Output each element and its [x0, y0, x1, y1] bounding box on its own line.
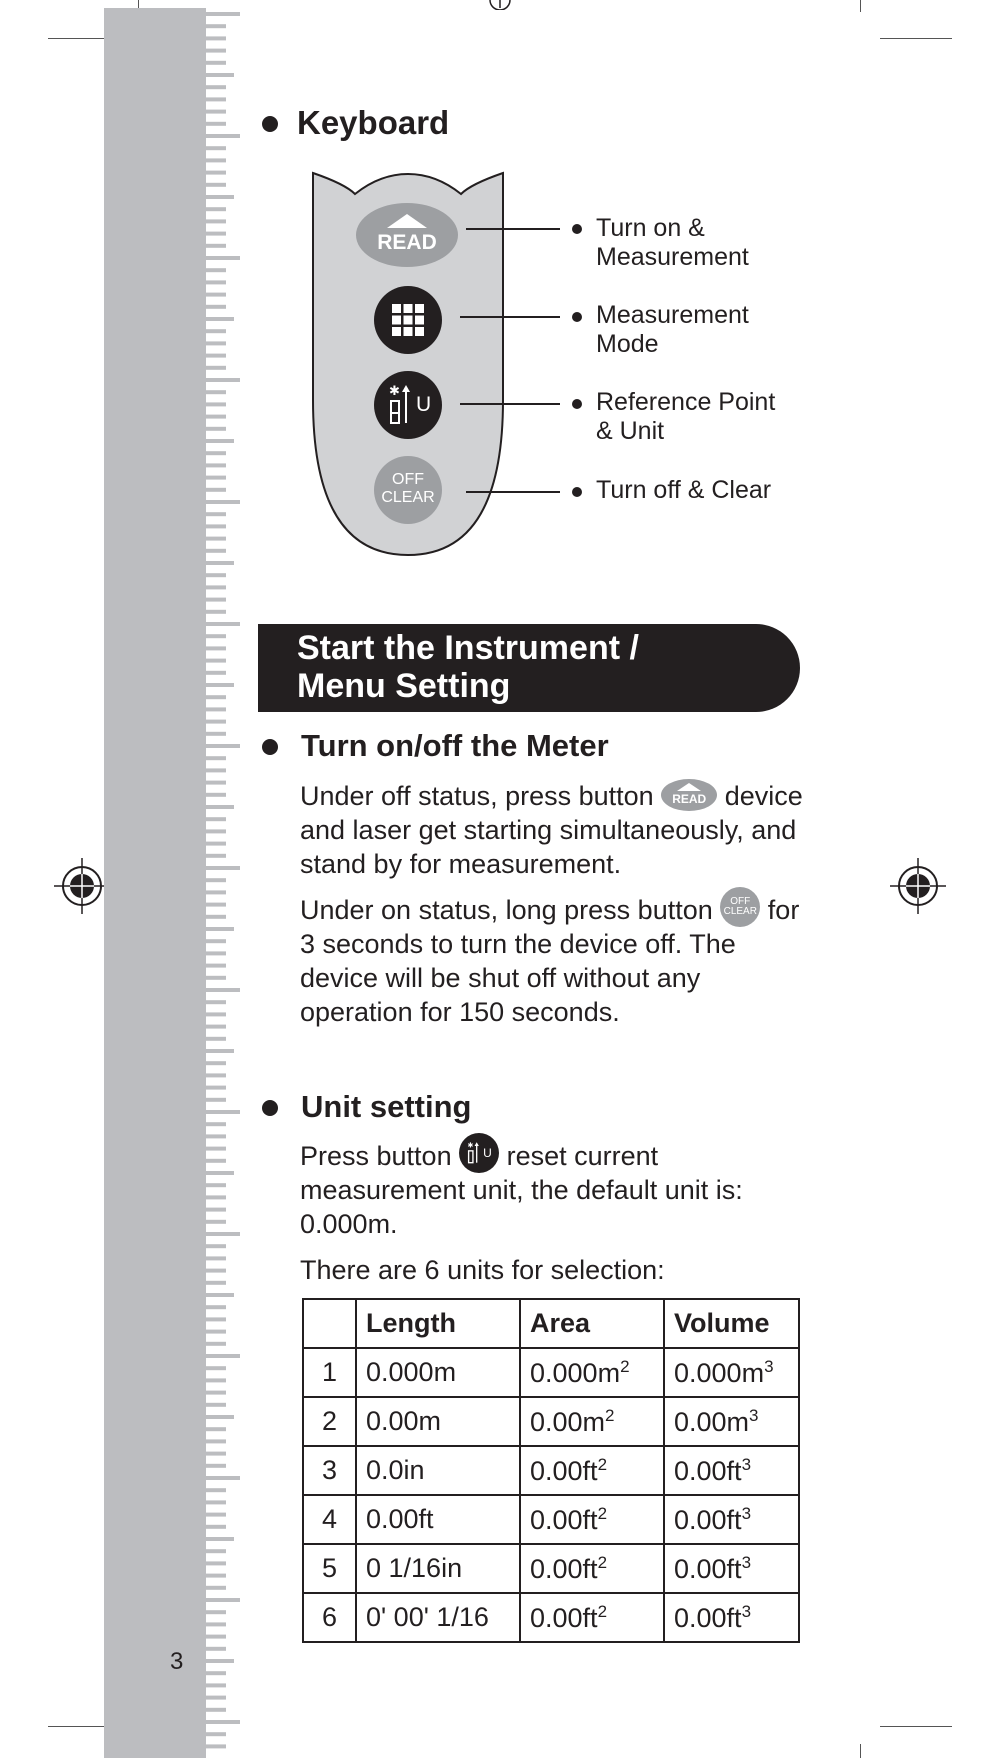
ruler-tick [206, 1305, 226, 1309]
cell-exponent: 3 [741, 1454, 752, 1474]
key-label-line: Reference Point [596, 388, 776, 416]
ruler-tick [206, 1330, 226, 1334]
read-button-inline-label: READ [672, 791, 707, 806]
cell-value: 0.00m [530, 1406, 606, 1437]
ruler-tick [206, 1500, 226, 1504]
ruler-tick [206, 744, 240, 748]
cell-value: 1 [321, 1357, 338, 1387]
paragraph-text: for 3 seconds to turn the device off. The device will be shut off without any operation for 150 seconds. [300, 895, 800, 1027]
grid-icon [392, 304, 424, 336]
ruler-tick [206, 329, 226, 333]
ruler-tick [206, 476, 226, 480]
registration-mark-icon [488, 0, 512, 10]
ruler-tick [206, 463, 226, 467]
leader-line [466, 491, 560, 493]
off-clear-label-line1: OFF [392, 471, 424, 488]
ruler-tick [206, 207, 226, 211]
ruler-tick [206, 1317, 226, 1321]
unit-setting-body [300, 1139, 820, 1299]
ruler-tick [206, 1708, 226, 1712]
read-key-label: READ [377, 231, 437, 254]
paragraph-text: device and laser get starting simultaneously, and stand by for measurement. [300, 781, 803, 879]
ruler-tick [206, 24, 226, 28]
ruler-tick [206, 1061, 226, 1065]
key-label-line: Turn off & Clear [596, 476, 772, 504]
off-clear-button-inline [720, 887, 760, 927]
ruler-tick [206, 1696, 226, 1700]
mode-key[interactable] [374, 286, 442, 354]
ruler-tick [206, 158, 226, 162]
ruler-tick [206, 280, 226, 284]
crop-mark [860, 0, 861, 12]
key-label-off-clear [596, 476, 771, 505]
table-header-cell: Length [356, 1299, 520, 1348]
cell-value: 0.00m [674, 1406, 750, 1437]
cell-exponent: 2 [597, 1454, 608, 1474]
unit-setting-title: Unit setting [301, 1089, 472, 1124]
ruler-tick [206, 195, 234, 199]
ruler-tick [206, 293, 226, 297]
ruler-tick [206, 793, 226, 797]
cell-exponent: 3 [764, 1356, 774, 1376]
ruler-tick [206, 927, 234, 931]
ruler-tick [206, 1354, 240, 1358]
ruler-tick [206, 1110, 240, 1114]
cell-value: 6 [321, 1602, 338, 1632]
reference-unit-button-inline [459, 1133, 499, 1173]
ruler-tick [206, 488, 226, 492]
table-cell [664, 1397, 799, 1446]
paragraph-text: Under off status, press button [300, 781, 654, 811]
table-header-cell [303, 1299, 356, 1348]
ruler-tick [206, 988, 240, 992]
ruler-tick [206, 1366, 226, 1370]
table-cell [520, 1495, 664, 1544]
cell-exponent: 2 [597, 1552, 608, 1572]
ruler-tick [206, 1683, 226, 1687]
cell-exponent: 2 [620, 1356, 630, 1376]
cell-value: 4 [321, 1504, 338, 1534]
read-button-inline [661, 779, 717, 811]
ruler-tick [206, 1732, 226, 1736]
read-key[interactable] [356, 203, 458, 267]
registration-mark-icon [54, 858, 110, 914]
ruler-tick [206, 842, 226, 846]
ruler-tick [206, 183, 226, 187]
cell-exponent: 3 [749, 1405, 759, 1425]
paragraph-text: reset current measurement unit, the default unit is: 0.000m. [300, 1141, 743, 1239]
key-label-line: Measurement [596, 301, 749, 329]
cell-value: 5 [321, 1553, 338, 1583]
table-cell [520, 1397, 664, 1446]
ruler-tick [206, 1232, 240, 1236]
key-label-reference [596, 388, 775, 446]
ruler-tick [206, 732, 226, 736]
turn-on-off-body [300, 779, 820, 1041]
table-cell [356, 1593, 520, 1642]
label-dot [572, 399, 582, 409]
cell-value: 0.000m [530, 1357, 621, 1388]
unit-glyph: U [416, 393, 432, 416]
table-cell [303, 1544, 356, 1593]
ruler-tick [206, 1159, 226, 1163]
ruler-tick [206, 1452, 226, 1456]
cell-value: 0.00ft [530, 1504, 598, 1535]
ruler-tick [206, 1598, 240, 1602]
cell-exponent: 2 [597, 1503, 608, 1523]
section-bullet [262, 116, 278, 132]
ruler-tick [206, 939, 226, 943]
ruler-body [104, 8, 206, 1758]
ruler-tick [206, 415, 226, 419]
ruler-tick [206, 1403, 226, 1407]
ruler-tick [206, 1513, 226, 1517]
banner-title-line: Menu Setting [297, 667, 511, 705]
ruler-tick [206, 622, 240, 626]
paragraph: There are 6 units for selection: [300, 1255, 665, 1285]
ruler-strip [104, 8, 244, 1758]
ruler-tick [206, 1220, 226, 1224]
ruler-tick [206, 915, 226, 919]
table-row [303, 1593, 799, 1642]
table-cell [356, 1348, 520, 1397]
cell-value: 0.00ft [530, 1455, 598, 1486]
ruler-tick [206, 890, 226, 894]
cell-value: 3 [321, 1455, 338, 1485]
ruler-tick [206, 1586, 226, 1590]
ruler-tick [206, 720, 226, 724]
ruler-tick [206, 1049, 234, 1053]
ruler-tick [206, 866, 240, 870]
ruler-tick [206, 610, 226, 614]
laser-reference-icon [467, 1141, 481, 1165]
unit-glyph: U [483, 1145, 492, 1160]
table-cell [303, 1397, 356, 1446]
cell-value: 0.000m [674, 1357, 765, 1388]
ruler-tick [206, 1183, 226, 1187]
ruler-tick [206, 1622, 226, 1626]
ruler-tick [206, 85, 226, 89]
ruler-tick [206, 1635, 226, 1639]
paragraph [300, 893, 820, 1029]
table-cell [303, 1348, 356, 1397]
cell-value: 2 [321, 1406, 338, 1436]
table-cell [664, 1348, 799, 1397]
reference-unit-key[interactable] [374, 371, 442, 439]
table-cell [520, 1544, 664, 1593]
ruler-tick [206, 1147, 226, 1151]
ruler-tick [206, 768, 226, 772]
ruler-tick [206, 1000, 226, 1004]
label-dot [572, 224, 582, 234]
ruler-tick [206, 659, 226, 663]
ruler-tick [206, 805, 234, 809]
ruler-tick [206, 1720, 240, 1724]
label-dot [572, 487, 582, 497]
ruler-tick [206, 695, 226, 699]
ruler-tick [206, 1134, 226, 1138]
table-cell [303, 1495, 356, 1544]
ruler-tick [206, 683, 234, 687]
table-row [303, 1348, 799, 1397]
ruler-tick [206, 427, 226, 431]
ruler-tick [206, 707, 226, 711]
ruler-tick [206, 1122, 226, 1126]
turn-on-off-title: Turn on/off the Meter [301, 728, 609, 763]
keyboard-title: Keyboard [297, 104, 450, 141]
ruler-tick [206, 573, 226, 577]
banner-title-line: Start the Instrument / [297, 629, 639, 667]
key-label-mode [596, 301, 749, 359]
ruler-tick [206, 646, 226, 650]
cell-exponent: 3 [741, 1503, 752, 1523]
ruler-tick [206, 110, 226, 114]
ruler-tick [206, 1025, 226, 1029]
cell-value: 0.00ft [366, 1504, 434, 1534]
ruler-tick [206, 1610, 226, 1614]
arrow-up-icon [677, 783, 701, 791]
ruler-tick [206, 244, 226, 248]
off-clear-inline-label-line1: OFF [730, 895, 751, 907]
cell-value: 0.00ft [530, 1553, 598, 1584]
ruler-tick [206, 341, 226, 345]
ruler-tick [206, 1427, 226, 1431]
table-cell [520, 1348, 664, 1397]
ruler-tick [206, 97, 226, 101]
section-bullet [262, 1100, 278, 1116]
ruler-tick [206, 976, 226, 980]
ruler-tick [206, 671, 226, 675]
ruler-tick [206, 524, 226, 528]
svg-text:✱: ✱ [389, 385, 400, 399]
ruler-tick [206, 378, 240, 382]
ruler-tick [206, 134, 240, 138]
table-cell [520, 1593, 664, 1642]
ruler-tick [206, 402, 226, 406]
key-label-line: & Unit [596, 417, 665, 445]
cell-value: 0.00ft [674, 1455, 742, 1486]
ruler-tick [206, 1195, 226, 1199]
cell-value: 0.00ft [530, 1602, 598, 1633]
ruler-tick [206, 549, 226, 553]
ruler-tick [206, 903, 226, 907]
ruler-tick [206, 854, 226, 858]
ruler-tick [206, 1671, 226, 1675]
ruler-tick [206, 561, 234, 565]
cell-exponent: 2 [597, 1601, 608, 1621]
ruler-tick [206, 1086, 226, 1090]
ruler-tick [206, 1476, 240, 1480]
ruler-tick [206, 12, 240, 16]
ruler-tick [206, 1293, 234, 1297]
ruler-tick [206, 1269, 226, 1273]
cell-value: 0' 00' 1/16 [366, 1602, 489, 1632]
ruler-tick [206, 1281, 226, 1285]
leader-line [466, 228, 560, 230]
ruler-tick [206, 817, 226, 821]
paragraph [300, 779, 820, 881]
ruler-tick [206, 1415, 234, 1419]
ruler-tick [206, 219, 226, 223]
paragraph-text: Under on status, long press button [300, 895, 713, 925]
ruler-tick [206, 305, 226, 309]
cell-value: 0 1/16in [366, 1553, 463, 1583]
table-header-cell: Volume [664, 1299, 799, 1348]
ruler-tick [206, 1647, 226, 1651]
ruler-tick [206, 146, 226, 150]
cell-value: 0.0in [366, 1455, 425, 1485]
ruler-tick [206, 1073, 226, 1077]
ruler-tick [206, 1256, 226, 1260]
ruler-tick [206, 171, 226, 175]
ruler-tick [206, 598, 226, 602]
ruler-tick [206, 1439, 226, 1443]
unit-table [302, 1298, 800, 1643]
ruler-tick [206, 122, 226, 126]
ruler-tick [206, 232, 226, 236]
off-clear-label-line2: CLEAR [381, 489, 435, 506]
table-cell [356, 1397, 520, 1446]
table-cell [664, 1593, 799, 1642]
ruler-tick [206, 1012, 226, 1016]
ruler-tick [206, 1659, 234, 1663]
cell-value: 0.00ft [674, 1602, 742, 1633]
ruler-tick [206, 1037, 226, 1041]
ruler-tick [206, 964, 226, 968]
svg-text:✱: ✱ [467, 1141, 474, 1150]
cell-exponent: 2 [605, 1405, 615, 1425]
key-label-line: Mode [596, 330, 659, 358]
ruler-tick [206, 61, 226, 65]
cell-value: 0.00m [366, 1406, 442, 1436]
table-cell [356, 1495, 520, 1544]
arrow-up-icon [387, 214, 427, 228]
ruler-tick [206, 317, 234, 321]
ruler-tick [206, 500, 240, 504]
ruler-tick [206, 634, 226, 638]
ruler-tick [206, 537, 226, 541]
crop-mark [880, 1726, 952, 1727]
ruler-tick [206, 256, 240, 260]
table-row [303, 1397, 799, 1446]
ruler-tick [206, 439, 234, 443]
cell-value: 0.00ft [674, 1504, 742, 1535]
page-number: 3 [170, 1648, 184, 1675]
crop-mark [860, 1744, 861, 1758]
ruler-tick [206, 1561, 226, 1565]
ruler-tick [206, 366, 226, 370]
ruler-tick [206, 1574, 226, 1578]
ruler-tick [206, 1378, 226, 1382]
ruler-tick [206, 829, 226, 833]
ruler-tick [206, 756, 226, 760]
ruler-tick [206, 268, 226, 272]
table-cell [664, 1495, 799, 1544]
ruler-tick [206, 1549, 226, 1553]
key-label-turn-on [596, 214, 749, 272]
table-cell [356, 1544, 520, 1593]
cell-exponent: 3 [741, 1601, 752, 1621]
cell-exponent: 3 [741, 1552, 752, 1572]
off-clear-inline-label-line2: CLEAR [723, 905, 757, 917]
ruler-tick [206, 1244, 226, 1248]
key-label-line: Measurement [596, 243, 749, 271]
ruler-tick [206, 1488, 226, 1492]
ruler-tick [206, 451, 226, 455]
leader-line [460, 316, 560, 318]
ruler-tick [206, 1464, 226, 1468]
off-clear-key[interactable] [374, 456, 442, 524]
ruler-tick [206, 36, 226, 40]
ruler-tick [206, 781, 226, 785]
paragraph [300, 1139, 820, 1241]
key-label-line: Turn on & [596, 214, 705, 242]
laser-reference-icon [388, 385, 414, 425]
table-header-row [303, 1299, 799, 1348]
ruler-tick [206, 1098, 226, 1102]
leader-line [460, 403, 560, 405]
table-row [303, 1495, 799, 1544]
section-bullet [262, 739, 278, 755]
cell-value: 0.000m [366, 1357, 457, 1387]
ruler-tick [206, 354, 226, 358]
ruler-tick [206, 585, 226, 589]
crop-mark [880, 38, 952, 39]
table-cell [303, 1446, 356, 1495]
ruler-tick [206, 1342, 226, 1346]
ruler-tick [206, 1208, 226, 1212]
label-dot [572, 312, 582, 322]
ruler-tick [206, 1744, 226, 1748]
table-cell [664, 1446, 799, 1495]
paragraph-text: Press button [300, 1141, 452, 1171]
ruler-tick [206, 1525, 226, 1529]
ruler-tick [206, 390, 226, 394]
table-cell [356, 1446, 520, 1495]
cell-value: 0.00ft [674, 1553, 742, 1584]
ruler-tick [206, 1537, 234, 1541]
ruler-tick [206, 512, 226, 516]
banner-title [297, 629, 777, 705]
table-cell [303, 1593, 356, 1642]
ruler-tick [206, 878, 226, 882]
ruler-tick [206, 73, 234, 77]
table-cell [520, 1446, 664, 1495]
table-row [303, 1544, 799, 1593]
ruler-tick [206, 951, 226, 955]
table-row [303, 1446, 799, 1495]
ruler-tick [206, 49, 226, 53]
table-cell [664, 1544, 799, 1593]
ruler-tick [206, 1171, 234, 1175]
registration-mark-icon [890, 858, 946, 914]
table-header-cell: Area [520, 1299, 664, 1348]
ruler-tick [206, 1391, 226, 1395]
